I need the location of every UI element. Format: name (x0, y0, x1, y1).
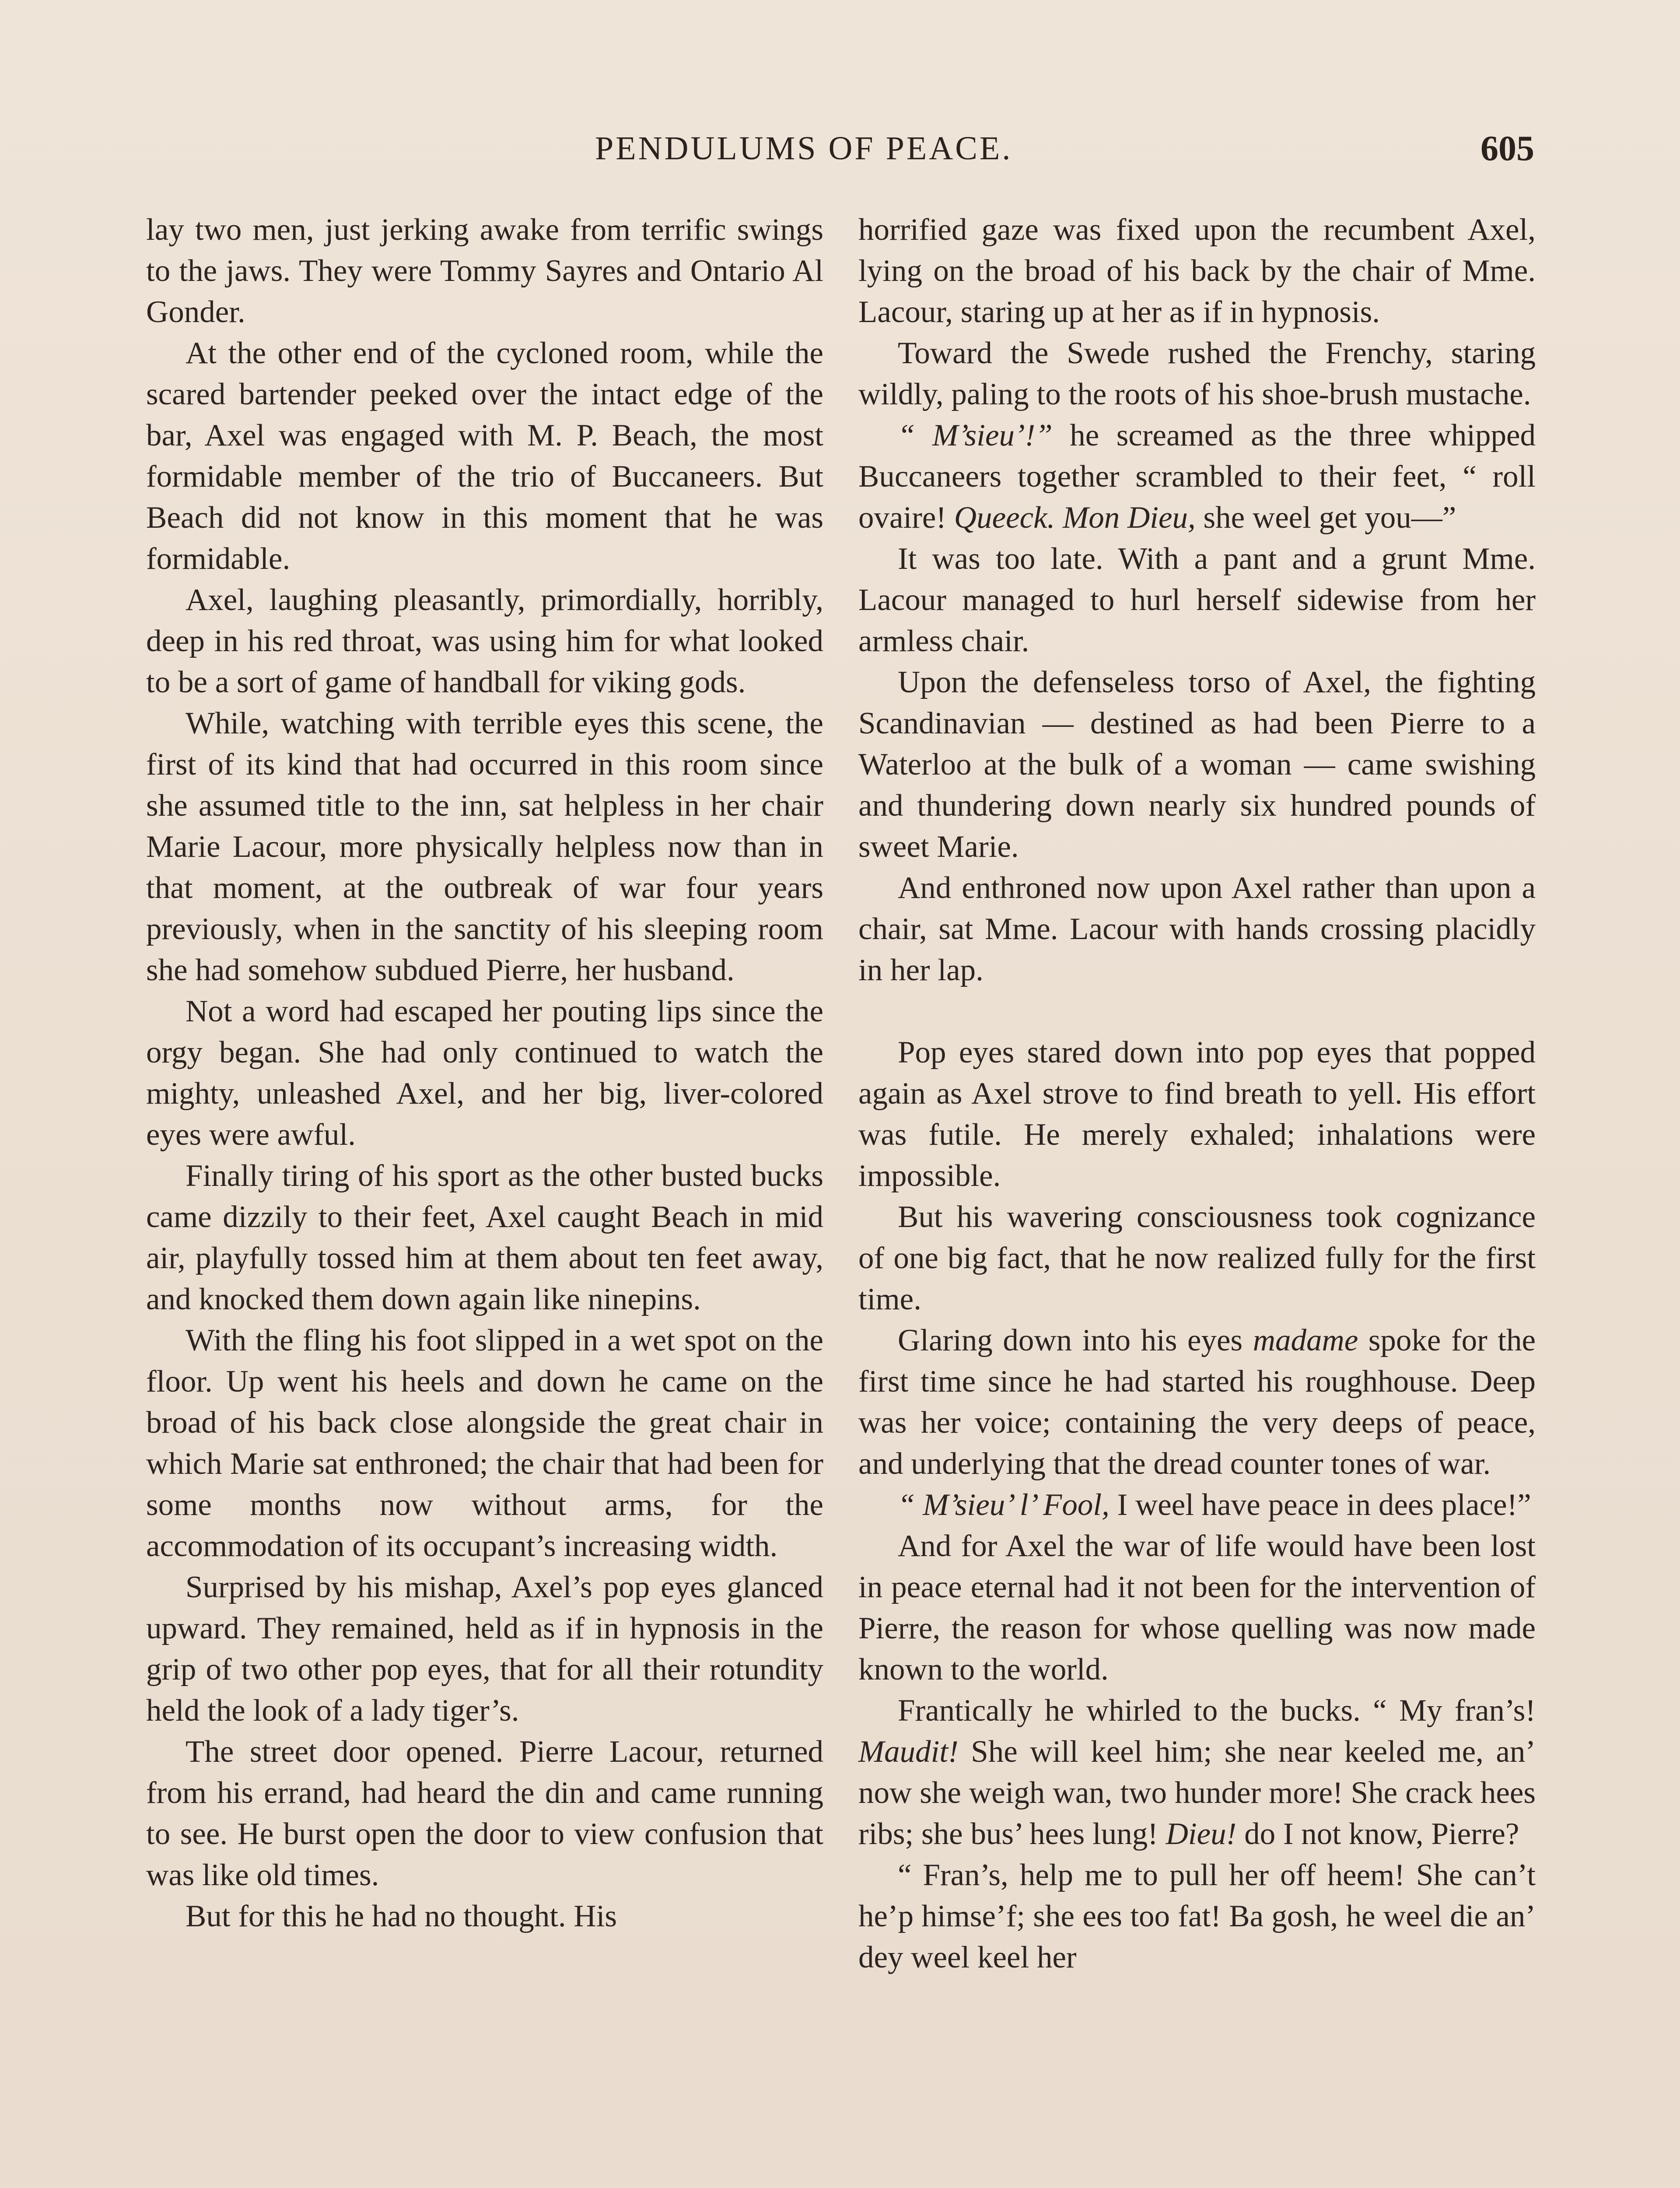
paragraph: And enthroned now upon Axel rather than upon a chair, sat Mme. Lacour with hands crossing placidly in her lap. (858, 871, 1536, 987)
italic-word: madame (1253, 1323, 1358, 1357)
paragraph: lay two men, just jerking awake from terrific swings to the jaws. They were Tommy Sayres and Ontario Al Gonder. (146, 213, 823, 329)
italic-quote: “ M’sieu’ l’ Fool, (898, 1488, 1110, 1522)
paragraph: It was too late. With a pant and a grunt Mme. Lacour managed to hurl herself sidewise from her armless chair. (858, 542, 1536, 658)
text-run: Frantically he whirled to the bucks. “ My fran’s! (898, 1694, 1536, 1728)
paragraph: Upon the defenseless torso of Axel, the fighting Scandinavian — destined as had been Pierre to a Waterloo at the bulk of a woman — came swishing and thundering down nearly six hundred pounds of sweet Marie. (858, 665, 1536, 864)
running-head: PENDULUMS OF PEACE. (595, 130, 1013, 167)
paragraph (858, 1484, 1536, 1525)
paragraph (858, 1690, 1536, 1855)
page-number: 605 (1480, 128, 1534, 168)
text-run: do I not know, Pierre? (1236, 1817, 1519, 1851)
paragraph: The street door opened. Pierre Lacour, returned from his errand, had heard the din and came running to see. He burst open the door to view confusion that was like old times. (146, 1735, 823, 1892)
paragraph: Not a word had escaped her pouting lips since the orgy began. She had only continued to watch the mighty, unleashed Axel, and her big, liver-colored eyes were awful. (146, 994, 823, 1152)
left-column (146, 209, 823, 1937)
paragraph: Toward the Swede rushed the Frenchy, staring wildly, paling to the roots of his shoe-brush mustache. (858, 336, 1536, 411)
italic-word: Dieu! (1166, 1817, 1237, 1851)
paragraph: But his wavering consciousness took cognizance of one big fact, that he now realized fully for the first time. (858, 1200, 1536, 1316)
paragraph: While, watching with terrible eyes this scene, the first of its kind that had occurred in this room since she assumed title to the inn, sat helpless in her chair Marie Lacour, more physically helpless now than in that moment, at the outbreak of war four years previously, when in the sanctity of his sleeping room she had somehow subdued Pierre, her husband. (146, 706, 823, 987)
paragraph: At the other end of the cycloned room, while the scared bartender peeked over the intact edge of the bar, Axel was engaged with M. P. Beach, the most formidable member of the trio of Buccaneers. But Beach did not know in this moment that he was formidable. (146, 336, 823, 576)
paragraph: Pop eyes stared down into pop eyes that popped again as Axel strove to find breath to yell. His effort was futile. He merely exhaled; inhalations were impossible. (858, 1035, 1536, 1193)
text-run: Glaring down into his eyes (898, 1323, 1253, 1357)
paragraph: But for this he had no thought. His (186, 1899, 617, 1933)
paragraph: Axel, laughing pleasantly, primordially, horribly, deep in his red throat, was using him for what looked to be a sort of game of handball for viking gods. (146, 583, 823, 699)
text-run: she weel get you—” (1195, 501, 1456, 535)
italic-phrase: Queeck. Mon Dieu, (954, 501, 1196, 535)
text-run: She will keel him; she near keeled me, an’ now she weigh wan, two hunder more! She crack hees ribs; she bus’ hees lung! (858, 1735, 1536, 1851)
paragraph: “ Fran’s, help me to pull her off heem! She can’t he’p himse’f; she ees too fat! Ba gosh, he weel die an’ dey weel keel her (858, 1858, 1536, 1974)
paragraph: horrified gaze was fixed upon the recumbent Axel, lying on the broad of his back by the chair of Mme. Lacour, staring up at her as if in hypnosis. (858, 213, 1536, 329)
paragraph: Finally tiring of his sport as the other busted bucks came dizzily to their feet, Axel caught Beach in mid air, playfully tossed him at them about ten feet away, and knocked them down again like ninepins. (146, 1159, 823, 1316)
paragraph (858, 1320, 1536, 1484)
text-run: he screamed as the three whipped Buccaneers together scrambled to their feet, “ roll ovaire! (858, 418, 1536, 535)
paragraph: Surprised by his mishap, Axel’s pop eyes glanced upward. They remained, held as if in hypnosis in the grip of two other pop eyes, that for all their rotundity held the look of a lady tiger’s. (146, 1570, 823, 1728)
paragraph: With the fling his foot slipped in a wet spot on the floor. Up went his heels and down he came on the broad of his back close alongside the great chair in which Marie sat enthroned; the chair that had been for some months now without arms, for the accommodation of its occupant’s increasing width. (146, 1323, 823, 1563)
text-run: I weel have peace in dees place!” (1109, 1488, 1531, 1522)
right-column (858, 209, 1536, 1978)
italic-word: Maudit! (858, 1735, 959, 1769)
text-run: spoke for the first time since he had started his roughhouse. Deep was her voice; containing the very deeps of peace, and underlying that the dread counter tones of war. (858, 1323, 1536, 1481)
paragraph (858, 415, 1536, 538)
paragraph: And for Axel the war of life would have been lost in peace eternal had it not been for the intervention of Pierre, the reason for whose quelling was now made known to the world. (858, 1529, 1536, 1687)
italic-quote: “ M’sieu’!” (898, 418, 1053, 452)
